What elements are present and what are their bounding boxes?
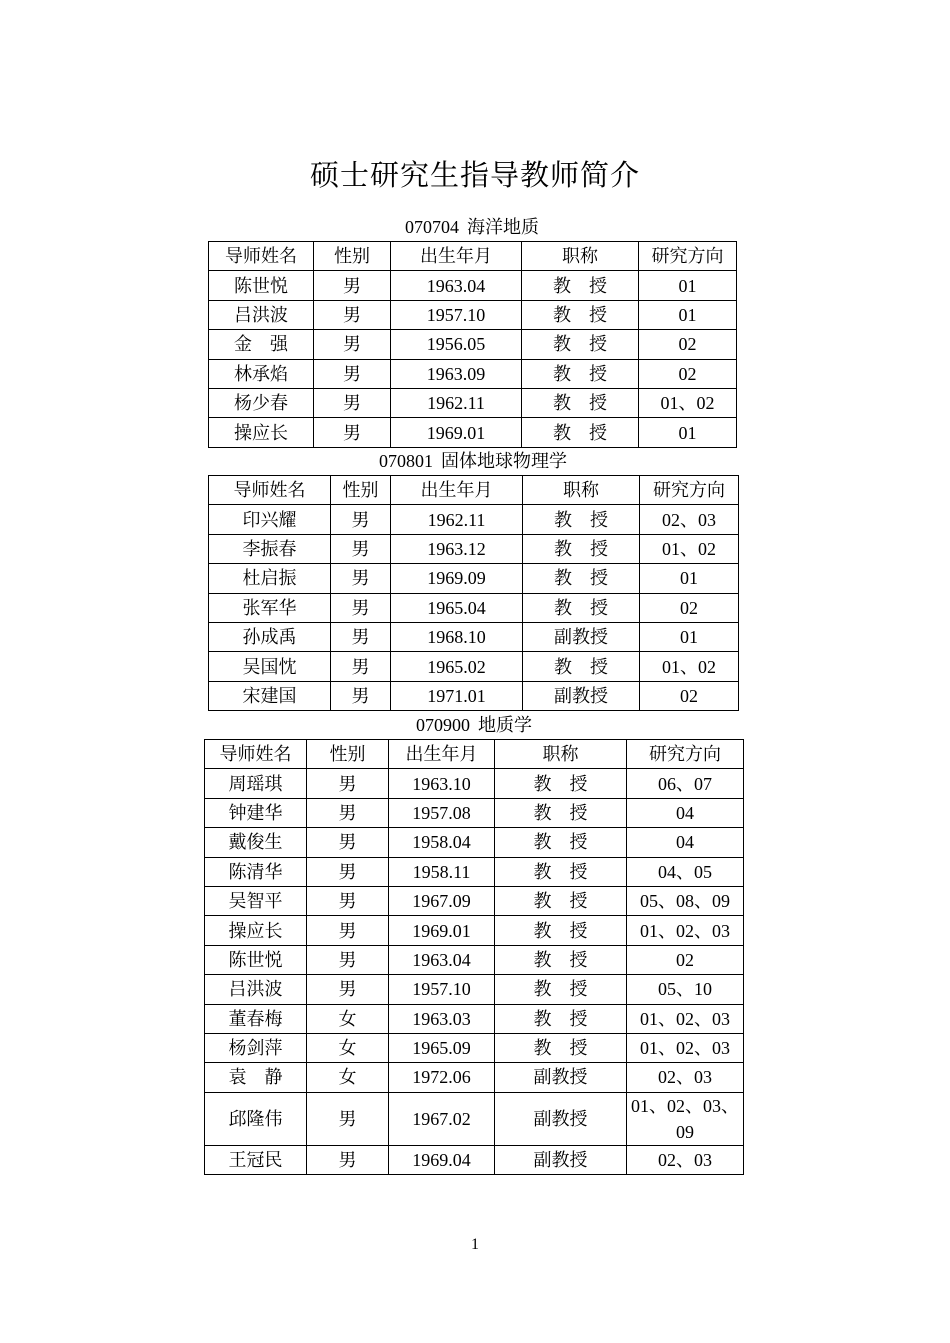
table-row xyxy=(205,945,744,974)
title-cell: 教 授 xyxy=(495,916,627,945)
birth-date-cell: 1965.04 xyxy=(391,593,523,622)
birth-date-cell: 1957.10 xyxy=(389,975,495,1004)
advisor-name-cell: 陈清华 xyxy=(205,857,307,886)
column-header: 导师姓名 xyxy=(209,476,331,505)
title-cell: 教 授 xyxy=(495,886,627,915)
advisor-name-cell: 戴俊生 xyxy=(205,828,307,857)
advisor-table xyxy=(208,475,739,711)
research-direction-cell: 05、08、09 xyxy=(627,886,744,915)
birth-date-cell: 1958.04 xyxy=(389,828,495,857)
section-caption xyxy=(204,713,744,737)
birth-date-cell: 1962.11 xyxy=(391,388,522,417)
title-cell: 教 授 xyxy=(495,857,627,886)
table-row xyxy=(205,916,744,945)
section-name: 地质学 xyxy=(478,715,532,735)
table-row xyxy=(205,886,744,915)
birth-date-cell: 1968.10 xyxy=(391,622,523,651)
research-direction-cell: 01、02、03 xyxy=(627,916,744,945)
birth-date-cell: 1957.08 xyxy=(389,798,495,827)
gender-cell: 男 xyxy=(307,975,389,1004)
title-cell: 教 授 xyxy=(495,769,627,798)
gender-cell: 男 xyxy=(314,300,391,329)
research-direction-cell: 02、03 xyxy=(627,1063,744,1092)
gender-cell: 女 xyxy=(307,1004,389,1033)
table-header-row xyxy=(209,242,737,271)
title-cell: 教 授 xyxy=(495,1033,627,1062)
table-row xyxy=(205,1092,744,1145)
title-cell: 教 授 xyxy=(495,1004,627,1033)
birth-date-cell: 1963.10 xyxy=(389,769,495,798)
advisor-name-cell: 宋建国 xyxy=(209,681,331,710)
research-direction-cell: 01、02 xyxy=(639,388,737,417)
advisor-name-cell: 邱隆伟 xyxy=(205,1092,307,1145)
advisor-table xyxy=(204,739,744,1175)
advisor-name-cell: 陈世悦 xyxy=(209,271,314,300)
advisor-name-cell: 钟建华 xyxy=(205,798,307,827)
title-cell: 教 授 xyxy=(495,945,627,974)
title-cell: 教 授 xyxy=(523,652,640,681)
research-direction-cell: 01、02、03、09 xyxy=(627,1092,744,1145)
table-header-row xyxy=(209,476,739,505)
table-row xyxy=(209,564,739,593)
gender-cell: 男 xyxy=(331,652,391,681)
column-header: 研究方向 xyxy=(640,476,739,505)
section-code: 070801 xyxy=(379,451,433,471)
gender-cell: 男 xyxy=(331,593,391,622)
column-header: 导师姓名 xyxy=(209,242,314,271)
research-direction-cell: 01 xyxy=(640,622,739,651)
research-direction-cell: 01 xyxy=(639,418,737,447)
advisor-name-cell: 操应长 xyxy=(205,916,307,945)
section-name: 固体地球物理学 xyxy=(441,451,567,471)
gender-cell: 男 xyxy=(331,505,391,534)
advisor-name-cell: 王冠民 xyxy=(205,1145,307,1174)
table-row xyxy=(205,798,744,827)
gender-cell: 男 xyxy=(307,916,389,945)
title-cell: 教 授 xyxy=(495,975,627,1004)
birth-date-cell: 1969.09 xyxy=(391,564,523,593)
column-header: 性别 xyxy=(307,740,389,769)
table-row xyxy=(209,271,737,300)
birth-date-cell: 1963.04 xyxy=(391,271,522,300)
research-direction-cell: 02、03 xyxy=(627,1145,744,1174)
table-header-row xyxy=(205,740,744,769)
advisor-name-cell: 周瑶琪 xyxy=(205,769,307,798)
title-cell: 教 授 xyxy=(522,359,639,388)
table-row xyxy=(205,1145,744,1174)
advisor-name-cell: 杜启振 xyxy=(209,564,331,593)
gender-cell: 女 xyxy=(307,1033,389,1062)
birth-date-cell: 1958.11 xyxy=(389,857,495,886)
advisor-name-cell: 金 强 xyxy=(209,330,314,359)
research-direction-cell: 01、02 xyxy=(640,652,739,681)
section-caption xyxy=(208,215,736,239)
birth-date-cell: 1967.09 xyxy=(389,886,495,915)
section-caption xyxy=(208,449,738,473)
column-header: 导师姓名 xyxy=(205,740,307,769)
advisor-name-cell: 吴智平 xyxy=(205,886,307,915)
title-cell: 副教授 xyxy=(495,1063,627,1092)
birth-date-cell: 1956.05 xyxy=(391,330,522,359)
title-cell: 副教授 xyxy=(523,622,640,651)
gender-cell: 男 xyxy=(307,798,389,827)
advisor-name-cell: 董春梅 xyxy=(205,1004,307,1033)
table-row xyxy=(205,857,744,886)
research-direction-cell: 02、03 xyxy=(640,505,739,534)
table-row xyxy=(209,388,737,417)
title-cell: 教 授 xyxy=(522,271,639,300)
birth-date-cell: 1962.11 xyxy=(391,505,523,534)
research-direction-cell: 06、07 xyxy=(627,769,744,798)
table-row xyxy=(209,300,737,329)
gender-cell: 男 xyxy=(331,534,391,563)
advisor-name-cell: 林承焰 xyxy=(209,359,314,388)
birth-date-cell: 1972.06 xyxy=(389,1063,495,1092)
table-row xyxy=(205,975,744,1004)
table-row xyxy=(209,359,737,388)
table-row xyxy=(205,1063,744,1092)
title-cell: 教 授 xyxy=(522,300,639,329)
advisor-name-cell: 吕洪波 xyxy=(209,300,314,329)
column-header: 性别 xyxy=(331,476,391,505)
page-title: 硕士研究生指导教师简介 xyxy=(309,160,640,192)
title-cell: 教 授 xyxy=(522,418,639,447)
column-header: 职称 xyxy=(523,476,640,505)
gender-cell: 男 xyxy=(307,1145,389,1174)
birth-date-cell: 1971.01 xyxy=(391,681,523,710)
column-header: 出生年月 xyxy=(391,476,523,505)
table-row xyxy=(209,681,739,710)
gender-cell: 男 xyxy=(314,330,391,359)
gender-cell: 男 xyxy=(314,271,391,300)
birth-date-cell: 1967.02 xyxy=(389,1092,495,1145)
research-direction-cell: 01 xyxy=(639,271,737,300)
birth-date-cell: 1963.12 xyxy=(391,534,523,563)
table-row xyxy=(205,1033,744,1062)
advisor-table xyxy=(208,241,737,448)
advisor-name-cell: 李振春 xyxy=(209,534,331,563)
table-row xyxy=(205,769,744,798)
birth-date-cell: 1969.01 xyxy=(389,916,495,945)
gender-cell: 男 xyxy=(314,359,391,388)
advisor-name-cell: 印兴耀 xyxy=(209,505,331,534)
table-row xyxy=(205,828,744,857)
research-direction-cell: 01 xyxy=(640,564,739,593)
research-direction-cell: 01、02、03 xyxy=(627,1033,744,1062)
advisor-name-cell: 孙成禹 xyxy=(209,622,331,651)
gender-cell: 男 xyxy=(314,388,391,417)
birth-date-cell: 1957.10 xyxy=(391,300,522,329)
research-direction-cell: 01、02 xyxy=(640,534,739,563)
advisor-name-cell: 杨少春 xyxy=(209,388,314,417)
birth-date-cell: 1963.09 xyxy=(391,359,522,388)
title-cell: 教 授 xyxy=(523,534,640,563)
title-cell: 副教授 xyxy=(523,681,640,710)
research-direction-cell: 02 xyxy=(627,945,744,974)
gender-cell: 男 xyxy=(307,1092,389,1145)
gender-cell: 男 xyxy=(307,828,389,857)
title-cell: 教 授 xyxy=(523,593,640,622)
gender-cell: 男 xyxy=(307,769,389,798)
column-header: 性别 xyxy=(314,242,391,271)
advisor-name-cell: 吕洪波 xyxy=(205,975,307,1004)
gender-cell: 男 xyxy=(307,857,389,886)
research-direction-cell: 05、10 xyxy=(627,975,744,1004)
title-cell: 教 授 xyxy=(523,564,640,593)
gender-cell: 男 xyxy=(331,681,391,710)
table-row xyxy=(205,1004,744,1033)
gender-cell: 男 xyxy=(307,886,389,915)
section-name: 海洋地质 xyxy=(467,217,539,237)
birth-date-cell: 1969.01 xyxy=(391,418,522,447)
advisor-name-cell: 吴国忱 xyxy=(209,652,331,681)
column-header: 研究方向 xyxy=(639,242,737,271)
research-direction-cell: 04、05 xyxy=(627,857,744,886)
birth-date-cell: 1963.03 xyxy=(389,1004,495,1033)
title-cell: 教 授 xyxy=(523,505,640,534)
research-direction-cell: 02 xyxy=(639,359,737,388)
research-direction-cell: 02 xyxy=(640,593,739,622)
section-code: 070900 xyxy=(416,715,470,735)
table-row xyxy=(209,534,739,563)
birth-date-cell: 1963.04 xyxy=(389,945,495,974)
table-row xyxy=(209,330,737,359)
column-header: 职称 xyxy=(522,242,639,271)
advisor-name-cell: 杨剑萍 xyxy=(205,1033,307,1062)
column-header: 职称 xyxy=(495,740,627,769)
research-direction-cell: 02 xyxy=(640,681,739,710)
gender-cell: 男 xyxy=(314,418,391,447)
birth-date-cell: 1965.09 xyxy=(389,1033,495,1062)
title-cell: 教 授 xyxy=(495,798,627,827)
table-row xyxy=(209,593,739,622)
title-cell: 副教授 xyxy=(495,1145,627,1174)
title-cell: 教 授 xyxy=(522,388,639,417)
gender-cell: 女 xyxy=(307,1063,389,1092)
column-header: 出生年月 xyxy=(389,740,495,769)
advisor-name-cell: 操应长 xyxy=(209,418,314,447)
birth-date-cell: 1969.04 xyxy=(389,1145,495,1174)
gender-cell: 男 xyxy=(331,622,391,651)
title-cell: 副教授 xyxy=(495,1092,627,1145)
research-direction-cell: 01 xyxy=(639,300,737,329)
page-number: 1 xyxy=(471,1236,479,1253)
birth-date-cell: 1965.02 xyxy=(391,652,523,681)
column-header: 出生年月 xyxy=(391,242,522,271)
table-row xyxy=(209,418,737,447)
table-row xyxy=(209,622,739,651)
section-code: 070704 xyxy=(405,217,459,237)
gender-cell: 男 xyxy=(331,564,391,593)
research-direction-cell: 02 xyxy=(639,330,737,359)
table-row xyxy=(209,652,739,681)
advisor-name-cell: 袁 静 xyxy=(205,1063,307,1092)
column-header: 研究方向 xyxy=(627,740,744,769)
research-direction-cell: 04 xyxy=(627,828,744,857)
research-direction-cell: 04 xyxy=(627,798,744,827)
table-row xyxy=(209,505,739,534)
advisor-name-cell: 陈世悦 xyxy=(205,945,307,974)
title-cell: 教 授 xyxy=(522,330,639,359)
advisor-name-cell: 张军华 xyxy=(209,593,331,622)
gender-cell: 男 xyxy=(307,945,389,974)
title-cell: 教 授 xyxy=(495,828,627,857)
research-direction-cell: 01、02、03 xyxy=(627,1004,744,1033)
